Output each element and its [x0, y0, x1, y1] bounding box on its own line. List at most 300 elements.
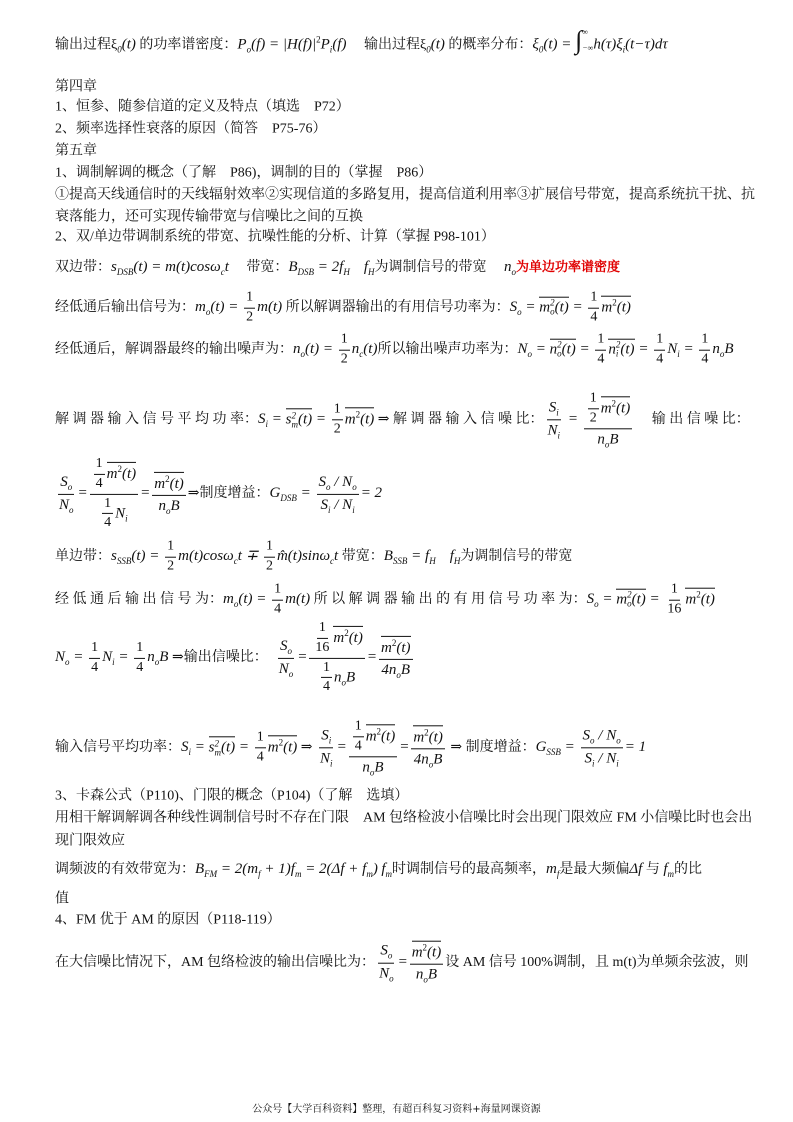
- numerator: [94, 456, 105, 475]
- denominator: [165, 558, 176, 576]
- math-text: + 1)f: [260, 861, 295, 878]
- text-line: [55, 892, 69, 909]
- text-line: [55, 582, 715, 619]
- text: 1: [256, 729, 264, 745]
- text: 调频波的有效带宽为：: [55, 862, 195, 878]
- text-line: [55, 188, 755, 205]
- math-text: =: [679, 341, 698, 358]
- math-text: =: [77, 485, 88, 502]
- math-text: =: [645, 591, 664, 608]
- subscript: o: [341, 677, 347, 688]
- superscript: 2: [424, 727, 429, 738]
- math-text: m: [267, 739, 279, 756]
- math-text: = f: [407, 548, 430, 565]
- text: [436, 549, 450, 564]
- math-text: S: [320, 496, 328, 513]
- superscript: 2: [344, 627, 349, 638]
- overline-mean: [601, 396, 631, 418]
- overline-mean: [333, 625, 363, 647]
- math-text: =: [235, 739, 253, 756]
- overline-mean: [209, 736, 236, 757]
- fraction: [349, 718, 398, 777]
- text: 值: [55, 891, 69, 907]
- denominator: [353, 737, 364, 755]
- math-text: = 2(Δf + f: [301, 861, 367, 878]
- math-text: N: [115, 505, 126, 522]
- text-line: [55, 789, 408, 806]
- subscript: o: [233, 599, 239, 610]
- math-text: (t): [631, 591, 646, 608]
- text-line: [55, 290, 631, 327]
- math-text: (t) = m(t)cosω: [133, 259, 221, 276]
- fraction: [152, 472, 186, 517]
- math-text: m: [195, 299, 206, 316]
- text: 为调制信号的带宽: [374, 260, 505, 276]
- text: 1: [701, 331, 709, 347]
- math-text: P: [320, 36, 330, 53]
- math-text: m: [333, 629, 345, 646]
- math-text: t: [334, 548, 339, 565]
- denominator: [665, 601, 683, 619]
- math-text: m(t): [257, 299, 283, 316]
- math-text: N: [320, 750, 331, 767]
- denominator: [89, 659, 100, 677]
- math-text: = 2: [360, 485, 383, 502]
- math-text: B: [427, 966, 438, 983]
- subscript: DSB: [297, 267, 315, 278]
- fraction: [588, 390, 599, 427]
- text: 3、卡森公式（P110)、门限的概念（P104)（了解 选填）: [55, 788, 409, 804]
- text: 2: [589, 410, 597, 426]
- subscript: i: [330, 758, 333, 769]
- fraction: [90, 456, 139, 532]
- math-text: S: [584, 750, 593, 767]
- text: 1: [104, 495, 112, 511]
- text-line: [55, 539, 572, 576]
- text: 设 AM 信号 100%调制，且 m(t)为单频余弦波，则: [445, 955, 749, 971]
- text: 所以解调器输出的有用信号功率为：: [282, 300, 510, 316]
- numerator: [90, 456, 139, 495]
- text: 4: [95, 475, 103, 491]
- math-text: (t): [363, 341, 378, 358]
- math-text: (t) =: [543, 36, 576, 53]
- math-text: B: [170, 497, 180, 514]
- subscript: m: [294, 869, 302, 880]
- numerator: [134, 640, 145, 659]
- text: 4: [136, 659, 144, 675]
- text: 衰落能力，还可实现传输带宽与信噪比之间的互换: [55, 209, 363, 225]
- subscript: o: [352, 481, 357, 492]
- subscript: o: [246, 44, 252, 55]
- text: 4: [701, 351, 709, 367]
- math-text: m: [223, 591, 234, 608]
- math-text: S: [181, 739, 189, 756]
- denominator: [595, 351, 606, 369]
- math-text: S: [258, 411, 266, 428]
- text-line: [55, 390, 750, 449]
- math-text: =: [297, 649, 308, 666]
- subscript: o: [369, 766, 375, 777]
- math-text: / N: [330, 473, 353, 490]
- denominator: [98, 495, 130, 533]
- subscript: o: [590, 735, 595, 746]
- math-text: (t): [396, 639, 411, 656]
- subscript: o: [511, 267, 517, 278]
- fraction: [309, 620, 365, 696]
- text: ①提高天线通信时的天线辐射效率②实现信道的多路复用，提高信道利用率③扩展信号带宽，提高系统抗干扰、抗: [55, 187, 755, 203]
- denominator: [318, 495, 356, 516]
- overline-mean: [608, 338, 634, 359]
- math-text: m: [616, 591, 628, 608]
- text: 带宽：: [228, 260, 289, 276]
- numerator: [244, 290, 255, 309]
- highlight-text: 为单边功率谱密度: [516, 260, 621, 276]
- math-text: N: [278, 660, 289, 677]
- math-text: B: [346, 669, 356, 686]
- math-text: S: [582, 727, 591, 744]
- superscript: 2: [391, 637, 397, 648]
- numerator: [411, 726, 445, 750]
- math-text: m: [380, 639, 392, 656]
- subscript: o: [67, 481, 73, 492]
- math-text: m: [106, 465, 118, 482]
- math-text: ): [372, 861, 378, 878]
- integral-limits: [582, 27, 593, 53]
- math-text: f: [449, 548, 454, 565]
- math-text: =: [366, 649, 377, 666]
- math-text: =: [598, 591, 617, 608]
- math-text: m: [154, 475, 166, 492]
- math-text: S: [380, 942, 388, 959]
- math-text: (t) =: [131, 548, 164, 565]
- math-text: n: [334, 669, 342, 686]
- superscript: 2: [615, 340, 621, 350]
- subscript: o: [719, 349, 725, 360]
- denominator: [156, 496, 181, 517]
- subscript: f: [556, 869, 560, 880]
- text: ⇒ 解 调 器 输 入 信 噪 比：: [374, 412, 544, 428]
- text: 1: [590, 289, 598, 305]
- math-text: (t): [428, 729, 443, 746]
- text: 经低通后，解调器最终的输出噪声为：: [55, 342, 293, 358]
- math-text: B: [195, 861, 205, 878]
- subscript: i: [125, 513, 128, 524]
- math-text: (t): [283, 739, 298, 756]
- math-text: Δf: [629, 861, 643, 878]
- text: 16: [315, 639, 330, 655]
- superscript: 2: [291, 409, 296, 420]
- numerator: [339, 332, 350, 351]
- text: 16: [667, 601, 682, 617]
- fraction: [588, 290, 599, 327]
- fraction: [134, 640, 145, 677]
- math-text: (t): [360, 411, 375, 428]
- math-text: N: [517, 341, 528, 358]
- numerator: [332, 402, 343, 421]
- superscript: 2: [611, 397, 617, 408]
- overline-mean: [268, 735, 298, 757]
- math-text: f: [363, 259, 369, 276]
- subscript: o: [69, 504, 74, 515]
- text-line: [55, 100, 350, 117]
- numerator: [58, 473, 74, 495]
- numerator: [317, 620, 328, 639]
- text-line: [55, 210, 363, 227]
- denominator: [654, 351, 665, 369]
- text: 2: [265, 558, 273, 574]
- superscript: 2: [422, 942, 428, 953]
- overline-mean: [413, 726, 443, 748]
- text-line: [55, 122, 326, 139]
- math-text: (t): [427, 944, 442, 961]
- text: 4: [274, 601, 282, 617]
- text: 经 低 通 后 输 出 信 号 为：: [55, 592, 223, 608]
- text: 所以输出噪声功率为：: [377, 342, 518, 358]
- denominator: [360, 757, 385, 778]
- text: 1: [597, 331, 605, 347]
- math-text: = 1: [624, 739, 647, 756]
- subscript: i: [557, 430, 561, 441]
- math-text: n: [504, 259, 512, 276]
- fraction: [313, 620, 331, 657]
- numerator: [595, 332, 606, 351]
- subscript: i: [677, 349, 680, 360]
- text: 第四章: [55, 79, 97, 95]
- math-text: ξ: [532, 36, 539, 53]
- math-text: m: [411, 944, 423, 961]
- text: 2: [340, 351, 348, 367]
- overline-mean: [381, 636, 411, 658]
- subscript: SSB: [546, 747, 561, 758]
- text: 在大信噪比情况下，AM 包络检波的输出信噪比为：: [55, 955, 376, 971]
- math-text: f: [381, 861, 386, 878]
- subscript: i: [615, 349, 619, 359]
- denominator: [588, 409, 599, 427]
- text: 1: [589, 390, 597, 406]
- numerator: [349, 718, 398, 757]
- subscript: i: [188, 747, 192, 758]
- denominator: [255, 748, 266, 766]
- text: 与: [642, 862, 664, 878]
- text: ⇒制度增益：: [187, 486, 270, 502]
- text-line: [55, 860, 702, 880]
- subscript: m: [366, 869, 373, 880]
- text: 2: [246, 309, 254, 325]
- math-text: (t): [616, 399, 631, 416]
- denominator: [412, 749, 445, 770]
- math-text: m(t)cosω: [178, 548, 234, 565]
- denominator: [332, 420, 343, 438]
- overline-mean: [154, 472, 184, 494]
- text: 1: [167, 538, 175, 554]
- fraction: [410, 941, 444, 986]
- text: 4: [354, 738, 362, 754]
- math-text: =: [268, 411, 286, 428]
- subscript: o: [428, 759, 434, 770]
- math-text: =: [399, 739, 410, 756]
- text: 4: [597, 351, 605, 367]
- text-line: [55, 834, 125, 851]
- subscript: i: [265, 419, 269, 430]
- numerator: [309, 620, 365, 659]
- subscript: o: [557, 349, 562, 359]
- math-text: / N: [330, 496, 353, 513]
- math-text: =: [296, 485, 315, 502]
- subscript: o: [154, 657, 160, 668]
- superscript: 2: [557, 340, 562, 350]
- math-text: = 2(m: [217, 861, 259, 878]
- subscript: H: [429, 556, 436, 567]
- denominator: [244, 309, 255, 327]
- subscript: i: [622, 44, 626, 55]
- subscript: SSB: [392, 556, 408, 567]
- numerator: [379, 636, 413, 660]
- subscript: i: [352, 504, 355, 515]
- subscript: H: [343, 267, 350, 278]
- math-text: m: [600, 399, 612, 416]
- math-text: N: [547, 422, 558, 439]
- text-line: [55, 456, 382, 532]
- denominator: [546, 420, 563, 441]
- subscript: o: [550, 307, 555, 317]
- math-text: N: [59, 496, 70, 513]
- numerator: [584, 390, 633, 429]
- integral: [575, 24, 593, 55]
- text: 1: [265, 538, 273, 554]
- math-text: (t): [554, 299, 569, 316]
- math-text: =: [521, 299, 540, 316]
- superscript: 2: [117, 463, 122, 474]
- numerator: [272, 582, 283, 601]
- math-text: (t): [381, 727, 396, 744]
- footer-note: 公众号【大学百科资料】整理，有超百科复习资料+海量网课资源: [252, 1104, 541, 1115]
- math-text: S: [509, 299, 518, 316]
- subscript: o: [517, 307, 522, 318]
- math-text: =: [568, 299, 587, 316]
- subscript: c: [220, 267, 225, 278]
- math-text: m: [601, 299, 613, 316]
- superscript: 2: [355, 409, 361, 420]
- text: 的功率谱密度：: [135, 37, 238, 53]
- fraction: [318, 727, 335, 770]
- math-text: B: [433, 751, 443, 768]
- denominator: [318, 748, 335, 769]
- denominator: [102, 514, 113, 532]
- fraction: [353, 718, 364, 755]
- denominator: [379, 660, 412, 681]
- denominator: [264, 558, 275, 576]
- math-text: m: [344, 411, 356, 428]
- math-text: (t) =: [210, 299, 243, 316]
- math-text: (t) =: [305, 341, 337, 358]
- text: 用相干解调解调各种线性调制信号时不存在门限 AM 包络检波小信噪比时会出现门限效应 FM 小信噪比时也会出: [55, 810, 753, 826]
- math-text: / N: [594, 750, 617, 767]
- math-text: n: [147, 649, 155, 666]
- overline-mean: [107, 461, 137, 483]
- math-text: n: [549, 341, 558, 358]
- math-text: (t): [561, 341, 576, 358]
- text: 1: [91, 639, 99, 655]
- subscript: c: [359, 349, 364, 360]
- denominator: [583, 748, 621, 769]
- subscript: SSB: [116, 556, 132, 567]
- subscript: f: [258, 869, 261, 880]
- math-text: n: [608, 341, 616, 358]
- subscript: i: [616, 758, 619, 769]
- math-text: N: [102, 649, 113, 666]
- subscript: o: [627, 599, 632, 609]
- math-text: n: [362, 758, 370, 775]
- math-text: (f) = |H(f)|: [251, 36, 317, 53]
- subscript: 0: [538, 44, 544, 55]
- fraction: [244, 290, 255, 327]
- subscript: i: [328, 735, 332, 746]
- denominator: [94, 475, 105, 493]
- math-text: n: [158, 497, 166, 514]
- math-text: G: [269, 485, 281, 502]
- denominator: [595, 429, 620, 450]
- superscript: 2: [550, 298, 555, 308]
- text: [350, 260, 364, 275]
- math-text: n: [597, 430, 605, 447]
- fraction: [699, 332, 710, 369]
- text: 1: [318, 619, 326, 635]
- math-text: B: [724, 341, 734, 358]
- fraction: [377, 942, 396, 985]
- math-text: =: [191, 739, 209, 756]
- math-text: t: [224, 259, 229, 276]
- denominator: [414, 965, 439, 986]
- numerator: [699, 332, 710, 351]
- math-text: N: [667, 341, 678, 358]
- text: 的概率分布：: [444, 37, 533, 53]
- superscript: 2: [278, 737, 284, 748]
- text: 1: [95, 455, 103, 471]
- upper-limit: ∞: [582, 27, 588, 36]
- overline-mean: [616, 588, 646, 609]
- subscript: o: [387, 950, 393, 961]
- subscript: o: [604, 438, 610, 449]
- text: 1: [136, 639, 144, 655]
- math-text: =: [634, 341, 653, 358]
- math-text: (f): [332, 36, 347, 53]
- subscript: o: [205, 307, 211, 318]
- math-text: n: [415, 966, 424, 983]
- text: 1、调制解调的概念（了解 P86)，调制的目的（掌握 P86）: [55, 165, 433, 181]
- superscript: 2: [376, 725, 382, 736]
- superscript: 2: [316, 34, 321, 45]
- subscript: o: [389, 973, 394, 984]
- overline-mean: [539, 296, 569, 317]
- subscript: c: [330, 556, 335, 567]
- text: 1、恒参、随参信道的定义及特点（填选 P72）: [55, 99, 350, 115]
- subscript: DSB: [280, 493, 297, 504]
- fraction: [411, 726, 445, 771]
- subscript: 0: [117, 44, 122, 55]
- math-text: m: [539, 299, 551, 316]
- text: 双边带：: [55, 260, 111, 276]
- text-line: [55, 718, 646, 777]
- text: ⇒输出信噪比：: [168, 650, 275, 666]
- text: 时调制信号的最高频率，: [392, 862, 546, 878]
- math-text: =: [336, 739, 347, 756]
- text: 4、FM 优于 AM 的原因（P118-119）: [55, 912, 281, 928]
- text-line: [55, 332, 734, 369]
- subscript: H: [368, 267, 375, 278]
- math-text: t ∓: [237, 548, 262, 565]
- subscript: m: [667, 869, 675, 880]
- subscript: FM: [204, 869, 218, 880]
